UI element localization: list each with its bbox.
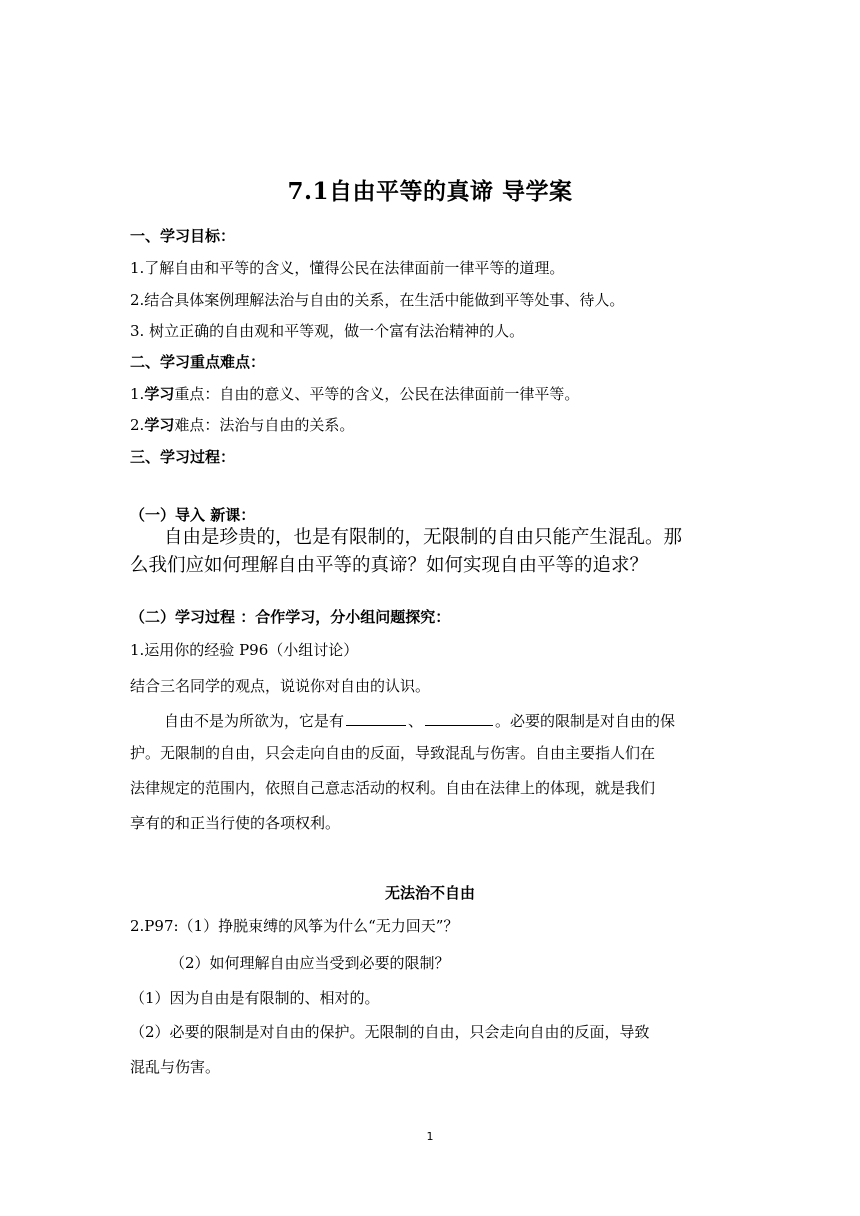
objective-item-2: 2.结合具体案例理解法治与自由的关系，在生活中能做到平等处事、待人。 <box>130 291 625 309</box>
fill-blank-1[interactable] <box>346 711 406 726</box>
intro-paragraph-line-1: 自由是珍贵的，也是有限制的，无限制的自由只能产生混乱。那 <box>164 527 683 548</box>
question-1-prompt: 结合三名同学的观点，说说你对自由的认识。 <box>130 677 431 695</box>
question-1-title: 1.运用你的经验 P96（小组讨论） <box>130 641 359 659</box>
fill-blank-2[interactable] <box>425 711 493 726</box>
key-point-line <box>130 384 579 404</box>
objective-item-1: 1.了解自由和平等的含义，懂得公民在法律面前一律平等的道理。 <box>130 259 565 277</box>
difficult-point-line <box>130 415 354 435</box>
difficult-point-text: 难点：法治与自由的关系。 <box>174 416 355 434</box>
intro-paragraph-line-2: 么我们应如何理解自由平等的真谛？如何实现自由平等的追求？ <box>130 555 649 576</box>
part2-heading: （二）学习过程 ：合作学习，分小组问题探究： <box>130 608 451 626</box>
page-title: 7.1自由平等的真谛 导学案 <box>287 178 573 205</box>
question-2-line-1: 2.P97:（1）挣脱束缚的风筝为什么“无力回天”？ <box>130 917 459 935</box>
difficult-point-prefix: 2. <box>130 416 145 434</box>
freedom-paragraph-line-2: 护。无限制的自由，只会走向自由的反面，导致混乱与伤害。自由主要指人们在 <box>130 744 656 762</box>
answer-1: （1）因为自由是有限制的、相对的。 <box>130 989 380 1007</box>
freedom-paragraph-line-4: 享有的和正当行使的各项权利。 <box>130 814 341 832</box>
key-point-label: 学习 <box>144 385 175 403</box>
freedom-paragraph-line-1 <box>130 711 675 731</box>
part1-heading: （一）导入 新课： <box>130 506 256 524</box>
objective-item-3: 3. 树立正确的自由观和平等观，做一个富有法治精神的人。 <box>130 322 525 340</box>
freedom-text-after: 。必要的限制是对自由的保 <box>495 712 676 730</box>
subtitle-no-rule-of-law: 无法治不自由 <box>384 884 475 902</box>
key-point-prefix: 1. <box>130 385 145 403</box>
section-heading-process: 三、学习过程： <box>130 448 236 466</box>
answer-2-line-1: （2）必要的限制是对自由的保护。无限制的自由，只会走向自由的反面，导致 <box>130 1023 650 1041</box>
key-point-text: 重点：自由的意义、平等的含义，公民在法律面前一律平等。 <box>174 385 580 403</box>
blank-separator: 、 <box>408 712 424 730</box>
section-heading-keypoints: 二、学习重点难点： <box>130 353 266 371</box>
answer-2-line-2: 混乱与伤害。 <box>130 1058 221 1076</box>
page-number: 1 <box>426 1130 434 1143</box>
section-heading-objectives: 一、学习目标： <box>130 227 236 245</box>
freedom-paragraph-line-3: 法律规定的范围内，依照自己意志活动的权利。自由在法律上的体现，就是我们 <box>130 779 656 797</box>
difficult-point-label: 学习 <box>144 416 175 434</box>
question-2-line-2: （2）如何理解自由应当受到必要的限制？ <box>170 954 450 972</box>
freedom-text-start: 自由不是为所欲为，它是有 <box>164 712 345 730</box>
